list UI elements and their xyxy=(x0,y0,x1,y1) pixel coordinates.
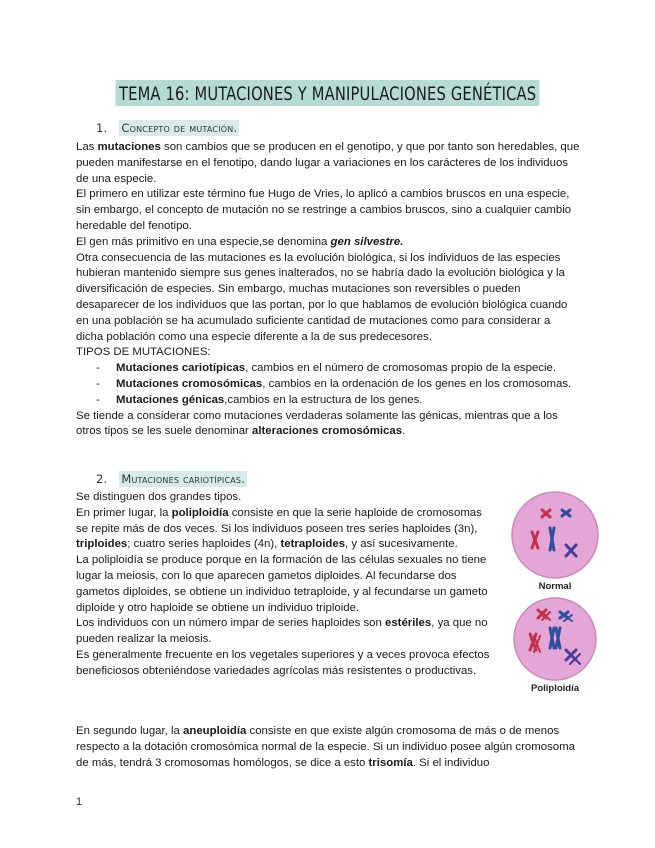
text: Las xyxy=(76,141,98,153)
paragraph xyxy=(76,409,580,441)
paragraph xyxy=(76,616,496,648)
text: En primer lugar, la xyxy=(76,506,172,519)
section-heading-text: Concepto de mutación. xyxy=(121,121,238,135)
list-dash: - xyxy=(96,377,100,390)
text: , cambios en el número de cromosomas propio de la especie. xyxy=(245,362,557,375)
polyploid-cell-figure xyxy=(512,596,598,682)
bold-term: aneuploidía xyxy=(183,725,247,737)
section-2-body xyxy=(76,490,496,680)
bold-term: triploides xyxy=(76,538,128,551)
text: Se tiende a considerar como mutaciones verdaderas solamente las génicas, mientras que a los otros tipos se les suele denominar xyxy=(76,409,558,438)
bold-term: estériles xyxy=(385,617,432,630)
paragraph: La poliploidía se produce porque en la formación de las células sexuales no tiene lugar la meiosis, con lo que aparecen gametos diploides. Al fecundarse dos gametos diploides, se obtiene un individuo tetraploide, y al fecundarse un gameto diploide y otro haploide se obtiene un individuo triploide. xyxy=(76,554,488,614)
text: consiste en que la serie haploide de cromosomas se repite más de dos veces. Si los individuos poseen tres series haploides (3n), xyxy=(76,506,482,535)
normal-cell-figure xyxy=(510,490,600,580)
paragraph xyxy=(76,724,586,771)
paragraph: El primero en utilizar este término fue Hugo de Vries, lo aplicó a cambios bruscos en una especie, sin embargo, el concepto de mutación no se restringe a cambios bruscos, sino a cualquier cambio heredable del fenotipo. xyxy=(76,188,572,232)
section-heading-1 xyxy=(96,121,239,135)
mutation-types-list xyxy=(76,361,580,408)
bold-term: tetraploides xyxy=(280,538,346,551)
text: . xyxy=(402,425,406,438)
text: El gen más primitivo en una especie,se denomina xyxy=(76,235,331,248)
page-title: TEMA 16: MUTACIONES Y MANIPULACIONES GENÉTICAS xyxy=(115,80,539,106)
figure-label-polyploidy: Poliploidía xyxy=(530,683,580,694)
text: Los individuos con un número impar de series haploides son xyxy=(76,617,385,630)
text: ,cambios en la estructura de los genes. xyxy=(224,393,423,406)
bold-term: Mutaciones génicas xyxy=(116,393,225,406)
paragraph: Otra consecuencia de las mutaciones es la evolución biológica, si los individuos de las especies hubieran mantenido siempre sus genes inalterados, no se habría dado la evolución biológica y la diversificación de especies. Sin embargo, muchas mutaciones son reversibles o pueden desaparecer de los individuos que las portan, por lo que hablamos de evolución biológica cuando en una población se ha acumulado suficiente cantidad de mutaciones como para considerar a dicha población como una especie diferente a la de sus predecesores. xyxy=(76,251,568,343)
paragraph: Se distinguen dos grandes tipos. xyxy=(76,491,242,503)
bold-term: poliploidía xyxy=(171,506,229,519)
text: ; cuatro series haploides (4n), xyxy=(127,538,281,551)
bold-italic-term: gen silvestre. xyxy=(330,235,404,248)
paragraph xyxy=(76,235,580,251)
list-item xyxy=(76,361,580,377)
text: , cambios en la ordenación de los genes en los cromosomas. xyxy=(262,377,572,390)
text: , y así sucesivamente. xyxy=(345,538,458,551)
section-number: 2. xyxy=(96,472,108,486)
chromosome-blue xyxy=(550,528,554,550)
text: En segundo lugar, la xyxy=(76,725,184,737)
section-number: 1. xyxy=(96,121,108,135)
list-dash: - xyxy=(96,393,100,406)
section-heading-text: Mutaciones cariotípicas. xyxy=(121,472,246,486)
section-3-body xyxy=(76,724,586,771)
figure-label-normal: Normal xyxy=(538,581,572,592)
paragraph: Es generalmente frecuente en los vegetales superiores y a veces provoca efectos beneficiosos obteniéndose variedades agrícolas más resistentes o productivas. xyxy=(76,648,490,677)
cell-membrane xyxy=(514,598,596,680)
section-1-body xyxy=(76,140,580,440)
paragraph xyxy=(76,506,496,553)
bold-term: alteraciones cromosómicas xyxy=(252,425,403,438)
title-wrap xyxy=(0,80,655,106)
section-heading-2 xyxy=(96,472,247,486)
page-number: 1 xyxy=(76,796,83,808)
text: . Si el individuo xyxy=(412,756,490,769)
list-dash: - xyxy=(96,362,100,375)
cell-membrane xyxy=(512,492,598,578)
paragraph xyxy=(76,140,580,187)
list-item xyxy=(76,393,580,409)
bold-term: Mutaciones cromosómicas xyxy=(116,377,263,390)
types-heading: TIPOS DE MUTACIONES: xyxy=(76,346,211,359)
bold-term: mutaciones xyxy=(97,141,161,153)
text: son cambios que se producen en el genotipo, y que por tanto son heredables, que pueden manifestarse en el fenotipo, dando lugar a variaciones en los carácteres de los individuos de una especie. xyxy=(76,141,580,185)
list-item xyxy=(76,377,580,393)
bold-term: Mutaciones cariotípicas xyxy=(116,362,246,375)
text: , ya que no pueden realizar la meiosis. xyxy=(76,617,488,646)
text: consiste en que existe algún cromosoma de más o de menos respecto a la dotación cromosómica normal de la especie. Si un individuo posee algún cromosoma de más, tendrá 3 cromosomas homólogos, se dice a esto xyxy=(76,725,575,769)
bold-term: trisomía xyxy=(368,756,413,769)
